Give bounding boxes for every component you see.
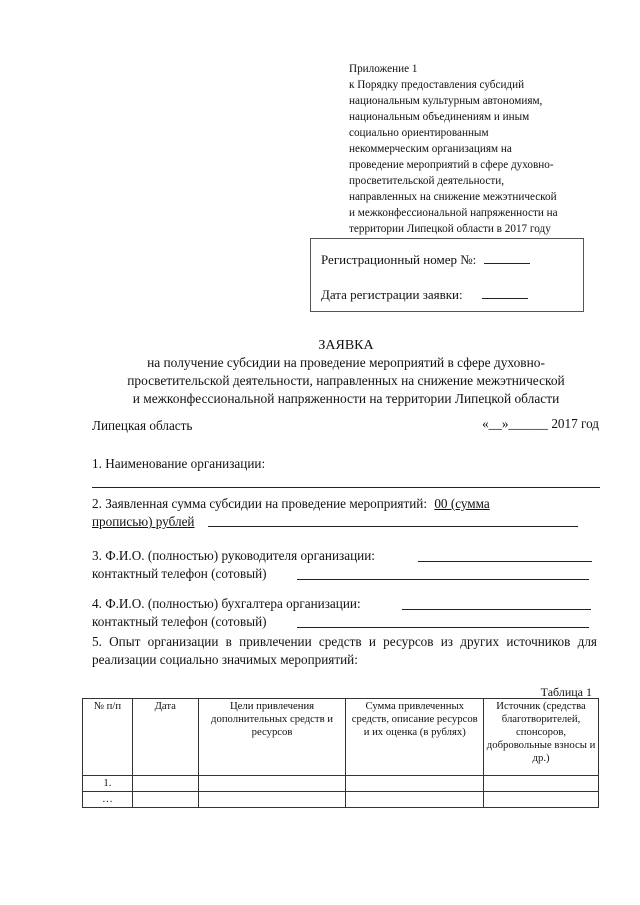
registration-box: [310, 238, 584, 312]
appendix-line: национальным объединениям и иным: [349, 111, 530, 123]
table-row: [83, 792, 599, 808]
table-caption: Таблица 1: [540, 685, 592, 699]
subsidy-amount-words-field[interactable]: [208, 526, 578, 527]
appendix-line: Приложение 1: [349, 63, 418, 75]
registration-number-row: [321, 251, 530, 268]
experience-paragraph: 5. Опыт организации в привлечении средств и ресурсов из других источников для реализации социально значимых мероприятий:: [92, 634, 597, 667]
director-name-field[interactable]: [418, 561, 592, 562]
registration-number-label: Регистрационный номер №:: [321, 252, 477, 267]
table-cell[interactable]: [132, 792, 198, 808]
accountant-phone-label: контактный телефон (сотовый): [92, 614, 267, 629]
table-cell[interactable]: [346, 792, 484, 808]
appendix-line: к Порядку предоставления субсидий: [349, 79, 525, 91]
appendix-line: территории Липецкой области в 2017 году: [349, 223, 551, 235]
subsidy-amount-words-row: [92, 512, 600, 532]
appendix-line: проведение мероприятий в сфере духовно-: [349, 159, 554, 171]
registration-date-label: Дата регистрации заявки:: [321, 287, 463, 302]
column-header-goals: Цели привлечения дополнительных средств и ресурсов: [198, 699, 346, 776]
appendix-note: [349, 61, 609, 237]
column-header-date: Дата: [132, 699, 198, 776]
table-cell[interactable]: 1.: [83, 776, 133, 792]
director-name-label: 3. Ф.И.О. (полностью) руководителя организации:: [92, 548, 375, 563]
table-header-row: [83, 699, 599, 776]
director-phone-field[interactable]: [297, 579, 589, 580]
director-phone-label: контактный телефон (сотовый): [92, 566, 267, 581]
table-cell[interactable]: [484, 776, 599, 792]
organization-name-field[interactable]: [92, 487, 600, 488]
table-cell[interactable]: [346, 776, 484, 792]
table-cell[interactable]: [198, 792, 346, 808]
table-cell[interactable]: [484, 792, 599, 808]
document-subtitle-line: и межконфессиональной напряженности на территории Липецкой области: [132, 391, 560, 406]
application-date: «__»______ 2017 год: [482, 416, 599, 431]
appendix-line: и межконфессиональной напряженности на: [349, 207, 558, 219]
column-header-amount: Сумма привлеченных средств, описание ресурсов и их оценка (в рублях): [346, 699, 484, 776]
accountant-phone-field[interactable]: [297, 627, 589, 628]
appendix-line: направленных на снижение межэтнической: [349, 191, 557, 203]
appendix-line: национальным культурным автономиям,: [349, 95, 543, 107]
subsidy-amount-row: [92, 494, 600, 514]
registration-date-field[interactable]: [482, 286, 528, 299]
subsidy-amount-label: 2. Заявленная сумма субсидии на проведение мероприятий:: [92, 496, 428, 511]
document-subtitle-line: на получение субсидии на проведение мероприятий в сфере духовно-: [147, 355, 545, 370]
document-subtitle-line: просветительской деятельности, направленных на снижение межэтнической: [127, 373, 565, 388]
registration-number-field[interactable]: [484, 251, 530, 264]
experience-table: [82, 698, 599, 808]
document-title: ЗАЯВКА: [318, 338, 374, 353]
table-cell[interactable]: [198, 776, 346, 792]
table-cell[interactable]: …: [83, 792, 133, 808]
column-header-number: № п/п: [83, 699, 133, 776]
appendix-line: просветительской деятельности,: [349, 175, 505, 187]
appendix-line: социально ориентированным: [349, 127, 489, 139]
organization-name-label: 1. Наименование организации:: [92, 456, 266, 471]
subsidy-amount-value[interactable]: 00 (сумма: [434, 496, 490, 511]
table-row: [83, 776, 599, 792]
region-label: Липецкая область: [92, 418, 193, 433]
subsidy-amount-words-label: прописью) рублей: [92, 514, 195, 529]
column-header-source: Источник (средства благотворителей, спонсоров, добровольные взносы и др.): [484, 699, 599, 776]
accountant-name-field[interactable]: [402, 609, 591, 610]
table-cell[interactable]: [132, 776, 198, 792]
appendix-line: некоммерческим организациям на: [349, 143, 512, 155]
accountant-name-label: 4. Ф.И.О. (полностью) бухгалтера организации:: [92, 596, 361, 611]
registration-date-row: [321, 286, 528, 303]
